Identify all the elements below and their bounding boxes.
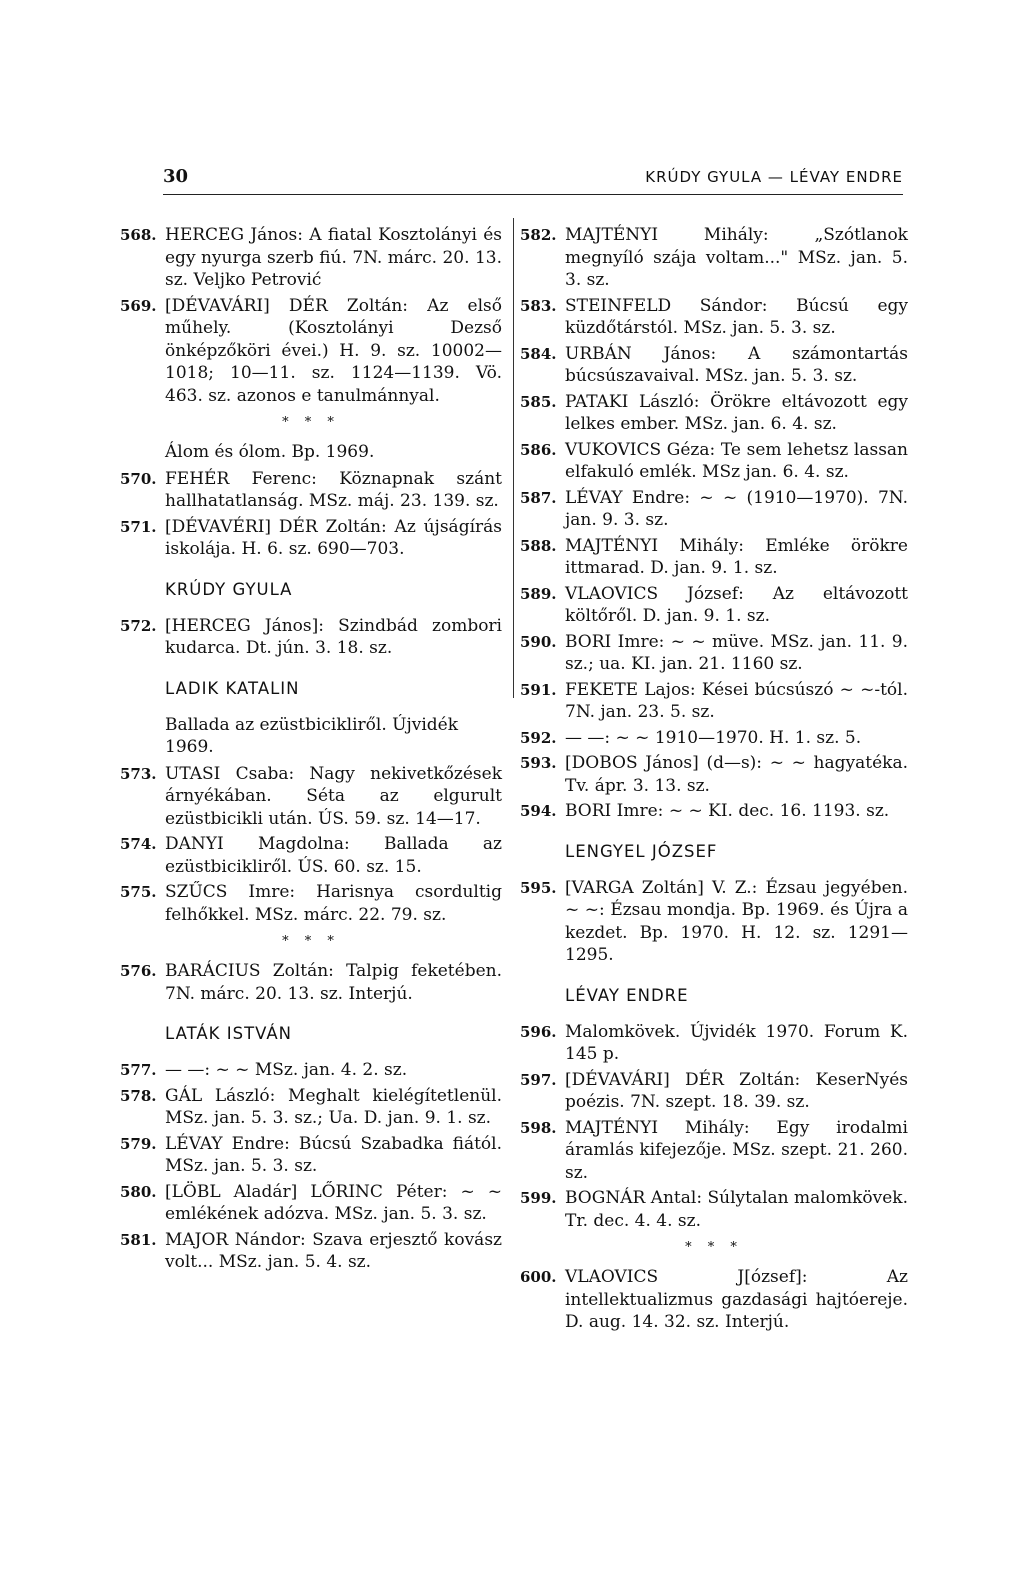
bibliography-entry bbox=[520, 487, 908, 532]
entry-text: [DÉVAVÉRI] DÉR Zoltán: Az újságírás iskolája. H. 6. sz. 690—703. bbox=[165, 516, 502, 559]
entry-text: [DOBOS János] (d—s): ~ ~ hagyatéka. Tv. ápr. 3. 13. sz. bbox=[565, 753, 908, 796]
entry-number: 594. bbox=[520, 802, 557, 820]
bibliography-entry bbox=[520, 535, 908, 580]
bibliography-entry bbox=[520, 727, 908, 750]
asterism-separator: * * * bbox=[282, 415, 340, 430]
bibliography-entry bbox=[520, 391, 908, 436]
bibliography-entry bbox=[520, 295, 908, 340]
entry-number: 573. bbox=[120, 764, 157, 783]
entry-text: GÁL László: Meghalt kielégítetlenül. MSz. jan. 5. 3. sz.; Ua. D. jan. 9. 1. sz. bbox=[165, 1085, 502, 1128]
entry-text: [VARGA Zoltán] V. Z.: Ézsau jegyében. ~ ~: Ézsau mondja. Bp. 1969. és Újra a kezdet. Bp. 1970. H. 12. sz. 1291—1295. bbox=[565, 877, 908, 965]
entry-text: STEINFELD Sándor: Búcsú egy küzdőtárstól. MSz. jan. 5. 3. sz. bbox=[565, 295, 908, 338]
entry-text: FEKETE Lajos: Kései búcsúszó ~ ~-tól. 7N. jan. 23. 5. sz. bbox=[565, 679, 908, 722]
entry-number: 595. bbox=[520, 878, 557, 897]
entry-number: 600. bbox=[520, 1268, 557, 1286]
entry-text: [DÉVAVÁRI] DÉR Zoltán: KeserNyés poézis. 7N. szept. 18. 39. sz. bbox=[565, 1069, 908, 1112]
right-column bbox=[520, 224, 908, 1337]
entry-number: 587. bbox=[520, 488, 557, 507]
bibliography-entry bbox=[120, 881, 502, 926]
bibliography-entry bbox=[520, 343, 908, 388]
entry-text: [DÉVAVÁRI] DÉR Zoltán: Az első műhely. (Kosztolányi Dezső önképzőköri évei.) H. 9. sz. 10002—1018; 10—11. sz. 1124—1139. Vö. 463. sz. azonos e tanulmánnyal. bbox=[165, 295, 502, 406]
entry-number: 589. bbox=[520, 584, 557, 603]
entry-number: 570. bbox=[120, 469, 157, 488]
bibliography-entry bbox=[120, 1181, 502, 1226]
entry-number: 575. bbox=[120, 883, 157, 901]
entry-text: DANYI Magdolna: Ballada az ezüstbicikliről. ÚS. 60. sz. 15. bbox=[165, 834, 502, 877]
entry-number: 569. bbox=[120, 296, 157, 315]
entry-number: 598. bbox=[520, 1118, 557, 1137]
entry-number: 579. bbox=[120, 1134, 157, 1153]
entry-text: Malomkövek. Újvidék 1970. Forum K. 145 p. bbox=[565, 1021, 908, 1064]
bibliography-entry bbox=[120, 763, 502, 831]
bibliography-entry bbox=[520, 752, 908, 797]
bibliography-entry bbox=[520, 583, 908, 628]
bibliography-entry bbox=[120, 516, 502, 561]
entry-number: 599. bbox=[520, 1189, 557, 1207]
entry-number: 588. bbox=[520, 536, 557, 555]
entry-text: URBÁN János: A számontartás búcsúszavaival. MSz. jan. 5. 3. sz. bbox=[565, 343, 908, 386]
asterism-separator: * * * bbox=[282, 934, 340, 949]
entry-text: BOGNÁR Antal: Súlytalan malomkövek. Tr. dec. 4. 4. sz. bbox=[565, 1188, 908, 1231]
entry-text: — —: ~ ~ 1910—1970. H. 1. sz. 5. bbox=[565, 727, 862, 748]
bibliography-entry bbox=[120, 833, 502, 878]
header-rule bbox=[163, 194, 903, 195]
entry-number: 591. bbox=[520, 680, 557, 699]
author-heading: LATÁK ISTVÁN bbox=[165, 1024, 293, 1043]
bibliography-entry bbox=[120, 224, 502, 292]
entry-number: 574. bbox=[120, 835, 157, 853]
bibliography-entry bbox=[120, 1059, 502, 1082]
entry-number: 578. bbox=[120, 1086, 157, 1105]
entry-text: MAJTÉNYI Mihály: Egy irodalmi áramlás kifejezője. MSz. szept. 21. 260. sz. bbox=[565, 1117, 908, 1183]
bibliography-entry bbox=[520, 1266, 908, 1334]
entry-number: 577. bbox=[120, 1061, 157, 1079]
entry-number: 593. bbox=[520, 754, 557, 772]
book-title: Álom és ólom. Bp. 1969. bbox=[165, 442, 375, 462]
entry-number: 582. bbox=[520, 226, 557, 244]
entry-text: MAJTÉNYI Mihály: „Szótlanok megnyíló szája voltam..." MSz. jan. 5. 3. sz. bbox=[565, 225, 908, 290]
entry-text: — —: ~ ~ MSz. jan. 4. 2. sz. bbox=[165, 1060, 408, 1080]
entry-text: [HERCEG János]: Szindbád zombori kudarca. Dt. jún. 3. 18. sz. bbox=[165, 615, 502, 658]
author-heading: LADIK KATALIN bbox=[165, 678, 300, 698]
entry-number: 586. bbox=[520, 440, 557, 459]
book-title: Ballada az ezüstbicikliről. Újvidék 1969. bbox=[165, 714, 459, 757]
entry-text: MAJOR Nándor: Szava erjesztő kovász volt... MSz. jan. 5. 4. sz. bbox=[165, 1229, 502, 1272]
bibliography-entry bbox=[520, 1021, 908, 1066]
entry-text: [LÖBL Aladár] LŐRINC Péter: ~ ~ emlékének adózva. MSz. jan. 5. 3. sz. bbox=[165, 1181, 502, 1224]
asterism-separator: * * * bbox=[685, 1240, 743, 1255]
bibliography-entry bbox=[520, 439, 908, 484]
bibliography-entry bbox=[520, 679, 908, 724]
bibliography-entry bbox=[520, 631, 908, 676]
bibliography-entry bbox=[120, 468, 502, 513]
entry-number: 568. bbox=[120, 226, 157, 244]
column-divider bbox=[513, 218, 514, 698]
page-number: 30 bbox=[163, 166, 189, 187]
entry-number: 572. bbox=[120, 616, 157, 635]
author-heading: KRÚDY GYULA bbox=[165, 579, 293, 599]
bibliography-entry bbox=[120, 1133, 502, 1178]
entry-text: BORI Imre: ~ ~ KI. dec. 16. 1193. sz. bbox=[565, 801, 890, 821]
running-head: KRÚDY GYULA — LÉVAY ENDRE bbox=[645, 168, 903, 186]
bibliography-entry bbox=[120, 1229, 502, 1274]
bibliography-entry bbox=[120, 295, 502, 408]
entry-text: HERCEG János: A fiatal Kosztolányi és egy nyurga szerb fiú. 7N. márc. 20. 13. sz. Veljko Petrović bbox=[165, 225, 502, 290]
entry-text: LÉVAY Endre: ~ ~ (1910—1970). 7N. jan. 9. 3. sz. bbox=[565, 487, 908, 530]
entry-text: BARÁCIUS Zoltán: Talpig feketében. 7N. márc. 20. 13. sz. Interjú. bbox=[165, 961, 502, 1004]
entry-number: 580. bbox=[120, 1182, 157, 1201]
entry-text: VLAOVICS József: Az eltávozott költőről. D. jan. 9. 1. sz. bbox=[565, 583, 908, 626]
entry-number: 576. bbox=[120, 962, 157, 980]
author-heading: LENGYEL JÓZSEF bbox=[565, 841, 718, 861]
bibliography-entry bbox=[520, 224, 908, 292]
entry-text: VLAOVICS J[ózsef]: Az intellektualizmus gazdasági hajtóereje. D. aug. 14. 32. sz. Interjú. bbox=[565, 1267, 908, 1332]
entry-number: 585. bbox=[520, 392, 557, 411]
entry-text: VUKOVICS Géza: Te sem lehetsz lassan elfakuló emlék. MSz jan. 6. 4. sz. bbox=[565, 439, 908, 482]
entry-number: 597. bbox=[520, 1070, 557, 1089]
entry-text: MAJTÉNYI Mihály: Emléke örökre ittmarad. D. jan. 9. 1. sz. bbox=[565, 535, 908, 578]
entry-number: 584. bbox=[520, 344, 557, 363]
entry-text: LÉVAY Endre: Búcsú Szabadka fiától. MSz. jan. 5. 3. sz. bbox=[165, 1133, 502, 1176]
entry-number: 583. bbox=[520, 296, 557, 315]
entry-text: FEHÉR Ferenc: Köznapnak szánt hallhatatlanság. MSz. máj. 23. 139. sz. bbox=[165, 468, 502, 511]
bibliography-entry bbox=[520, 1187, 908, 1232]
bibliography-entry bbox=[120, 1085, 502, 1130]
bibliography-entry bbox=[520, 877, 908, 967]
entry-text: UTASI Csaba: Nagy nekivetkőzések árnyékában. Séta az elgurult ezüstbicikli után. ÚS. 59. sz. 14—17. bbox=[165, 763, 502, 829]
entry-text: SZŰCS Imre: Harisnya csordultig felhőkkel. MSz. márc. 22. 79. sz. bbox=[165, 882, 502, 925]
entry-text: PATAKI László: Örökre eltávozott egy lelkes ember. MSz. jan. 6. 4. sz. bbox=[565, 391, 908, 434]
author-heading: LÉVAY ENDRE bbox=[565, 985, 689, 1005]
entry-number: 581. bbox=[120, 1230, 157, 1249]
entry-number: 571. bbox=[120, 517, 157, 536]
bibliography-entry bbox=[520, 800, 908, 823]
bibliography-entry bbox=[520, 1069, 908, 1114]
left-column bbox=[120, 224, 502, 1277]
bibliography-entry bbox=[120, 960, 502, 1005]
entry-number: 596. bbox=[520, 1022, 557, 1041]
entry-text: BORI Imre: ~ ~ müve. MSz. jan. 11. 9. sz.; ua. KI. jan. 21. 1160 sz. bbox=[565, 631, 908, 674]
entry-number: 590. bbox=[520, 632, 557, 651]
entry-number: 592. bbox=[520, 728, 557, 747]
bibliography-entry bbox=[520, 1117, 908, 1185]
page-header bbox=[163, 166, 903, 190]
bibliography-entry bbox=[120, 615, 502, 660]
